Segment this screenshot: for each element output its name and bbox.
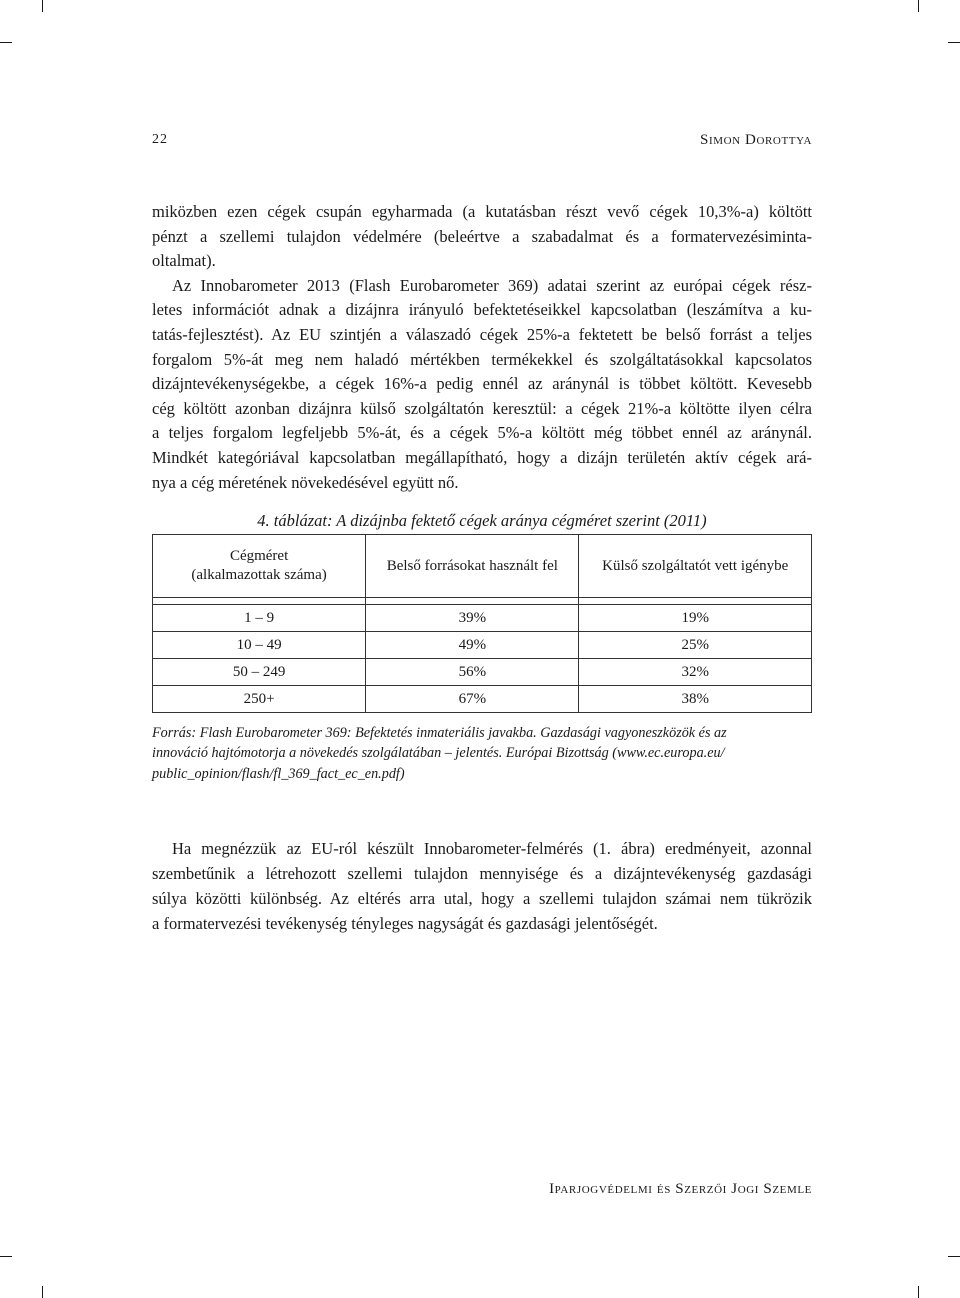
crop-mark-bottom-right-h	[948, 1256, 960, 1257]
header-internal-resources: Belső forrásokat használt fel	[366, 535, 579, 598]
cell-size: 1 – 9	[153, 605, 366, 632]
table-source-note	[152, 723, 812, 784]
text-line: tatás-fejlesztést). Az EU szintjén a válaszadó cégek 25%-a fektetett be belső forrást a teljes	[152, 324, 812, 344]
crop-mark-bottom-left-h	[0, 1256, 12, 1257]
text-line: a teljes forgalom legfeljebb 5%-át, és a cégek 5%-a költött még többet ennél az aránynál.	[152, 423, 812, 443]
cell-size: 50 – 249	[153, 659, 366, 686]
crop-mark-bottom-left	[42, 1286, 43, 1298]
table-row	[153, 605, 812, 632]
text-line: Mindkét kategóriával kapcsolatban megállapítható, hogy a dizájn területén aktív cégek ará-	[152, 447, 812, 467]
table-row	[153, 686, 812, 713]
table-row	[153, 659, 812, 686]
header-line: (alkalmazottak száma)	[191, 567, 327, 583]
crop-mark-top-right	[918, 0, 919, 12]
cell-external: 25%	[579, 632, 812, 659]
source-line: public_opinion/flash/fl_369_fact_ec_en.pdf)	[152, 765, 405, 782]
body-paragraph-2	[152, 836, 812, 936]
table-row	[153, 632, 812, 659]
text-line: oltalmat).	[152, 251, 216, 271]
body-paragraph-1	[152, 200, 812, 495]
running-head-author: Simon Dorottya	[700, 132, 812, 148]
text-line: a formatervezési tevékenység tényleges nagyságát és gazdasági jelentőségét.	[152, 914, 658, 933]
cell-external: 19%	[579, 605, 812, 632]
journal-footer: Iparjogvédelmi és Szerzői Jogi Szemle	[549, 1181, 812, 1197]
table-caption: 4. táblázat: A dizájnba fektető cégek aránya cégméret szerint (2011)	[257, 511, 707, 530]
table-spacer-row	[153, 598, 812, 605]
crop-mark-top-left	[42, 0, 43, 12]
company-size-table	[152, 534, 812, 713]
crop-mark-bottom-right	[918, 1286, 919, 1298]
cell-size: 10 – 49	[153, 632, 366, 659]
text-line: cég költött azonban dizájnra külső szolgáltatón keresztül: a cégek 21%-a költötte ilyen célra	[152, 398, 812, 418]
text-line: nya a cég méretének növekedésével együtt nő.	[152, 472, 459, 492]
cell-internal: 49%	[366, 632, 579, 659]
page-header	[152, 132, 812, 152]
text-line: letes információt adnak a dizájnra irányuló befektetéseikkel kapcsolatban (leszámítva a ku-	[152, 300, 812, 320]
text-line: pénzt a szellemi tulajdon védelmére (beleértve a szabadalmat és a formatervezésiminta-	[152, 226, 812, 246]
header-company-size	[153, 535, 366, 598]
header-external-provider: Külső szolgáltatót vett igénybe	[579, 535, 812, 598]
cell-size: 250+	[153, 686, 366, 713]
cell-internal: 39%	[366, 605, 579, 632]
text-line: dizájntevékenységekbe, a cégek 16%-a pedig ennél az aránynál is többet költött. Kevesebb	[152, 374, 812, 394]
source-line: Forrás: Flash Eurobarometer 369: Befektetés inmateriális javakba. Gazdasági vagyoneszközök és az	[152, 725, 727, 741]
crop-mark-top-right-h	[948, 42, 960, 43]
text-line: forgalom 5%-át meg nem haladó mértékben termékekkel és szolgáltatásokkal kapcsolatos	[152, 349, 812, 369]
source-line: innováció hajtómotorja a növekedés szolgálatában – jelentés. Európai Bizottság (www.ec.europa.eu/	[152, 745, 725, 762]
text-line: miközben ezen cégek csupán egyharmada (a kutatásban részt vevő cégek 10,3%-a) költött	[152, 202, 812, 221]
page-number: 22	[152, 132, 168, 147]
spacer-cell	[153, 598, 366, 605]
text-line: Az Innobarometer 2013 (Flash Eurobarometer 369) adatai szerint az európai cégek rész-	[172, 275, 812, 295]
cell-external: 38%	[579, 686, 812, 713]
cell-internal: 56%	[366, 659, 579, 686]
header-line: Cégméret	[229, 548, 289, 564]
spacer-cell	[579, 598, 812, 605]
crop-mark-top-left-h	[0, 42, 12, 43]
text-line: szembetűnik a létrehozott szellemi tulajdon mennyisége és a dizájntevékenység gazdasági	[152, 864, 812, 883]
cell-internal: 67%	[366, 686, 579, 713]
table-header-row	[153, 535, 812, 598]
text-line: Ha megnézzük az EU-ról készült Innobarometer-felmérés (1. ábra) eredményeit, azonnal	[172, 839, 812, 858]
spacer-cell	[366, 598, 579, 605]
text-line: súlya közötti különbség. Az eltérés arra utal, hogy a szellemi tulajdon számai nem tükrözik	[152, 889, 812, 908]
cell-external: 32%	[579, 659, 812, 686]
